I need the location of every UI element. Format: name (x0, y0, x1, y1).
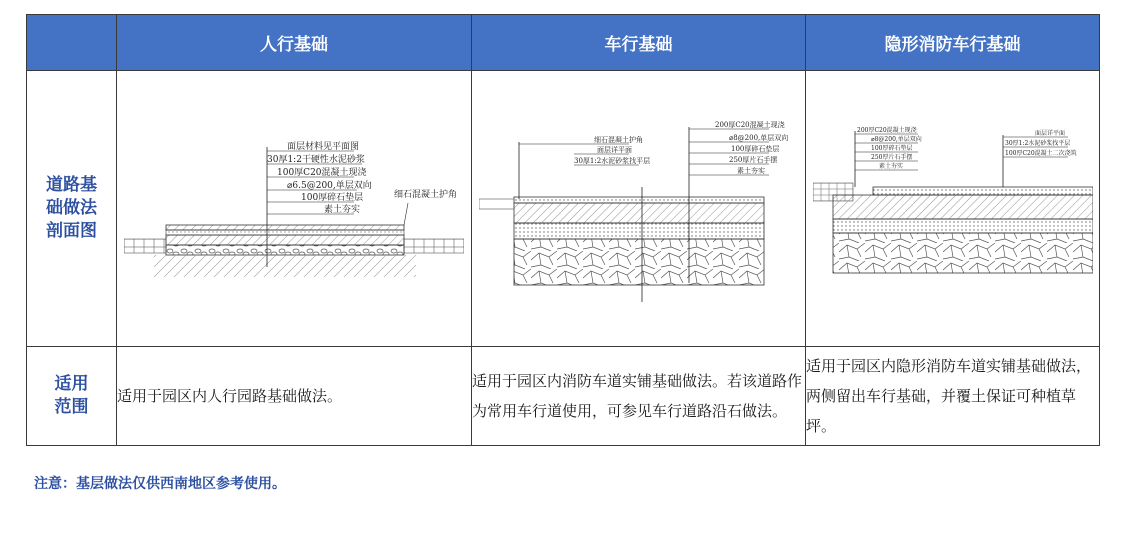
foundation-spec-table (26, 14, 1100, 446)
scope-pedestrian: 适用于园区内人行园路基础做法。 (117, 347, 472, 446)
ped-layer-5: 100厚碎石垫层 (301, 192, 364, 203)
hid-left-layer-2: ⌀8@200,单层双向 (870, 135, 922, 143)
header-row (27, 15, 1100, 71)
hidden-fire-section-drawing (806, 71, 1100, 347)
footnote: 注意：基层做法仅供西南地区参考使用。 (34, 476, 286, 492)
header-hidden-fire: 隐形消防车行基础 (806, 15, 1100, 71)
hidden-fire-section-svg (813, 117, 1093, 297)
ped-side-note: 细石混凝土护角 (394, 189, 458, 200)
header-blank (27, 15, 117, 71)
vehicle-section-svg (479, 107, 799, 307)
veh-right-layer-1: 200厚C20混凝土现浇 (714, 120, 785, 129)
row-label-section-text: 道路基 础做法 剖面图 (46, 175, 97, 241)
section-drawing-row (27, 71, 1100, 347)
hid-right-layer-2: 30厚1:2水泥砂浆找平层 (1004, 139, 1070, 147)
vehicle-section-drawing (472, 71, 806, 347)
row-label-scope (27, 347, 117, 446)
ped-layer-2: 30厚1:2干硬性水泥砂浆 (267, 154, 365, 165)
ped-layer-3: 100厚C20混凝土现浇 (277, 167, 367, 178)
veh-right-layer-2: ⌀8@200,单层双向 (728, 133, 788, 142)
veh-left-layer-2: 面层详平面 (596, 145, 632, 154)
header-pedestrian: 人行基础 (117, 15, 472, 71)
scope-vehicle: 适用于园区内消防车道实铺基础做法。若该道路作为常用车行道使用，可参见车行道路沿石做法。 (472, 347, 806, 446)
veh-right-layer-4: 250厚片石手摆 (728, 155, 777, 164)
ped-layer-6: 素土夯实 (324, 204, 361, 215)
hid-left-layer-1: 200厚C20混凝土现浇 (856, 126, 917, 134)
veh-left-layer-3: 30厚1:2水泥砂浆找平层 (573, 156, 650, 165)
hid-left-layer-3: 100厚碎石垫层 (870, 144, 912, 152)
header-vehicle: 车行基础 (472, 15, 806, 71)
pedestrian-section-svg (124, 127, 464, 287)
veh-right-layer-3: 100厚碎石垫层 (730, 144, 779, 153)
veh-right-layer-5: 素土夯实 (736, 166, 765, 175)
hid-left-layer-4: 250厚片石手摆 (870, 153, 912, 161)
pedestrian-section-drawing (117, 71, 472, 347)
ped-layer-4: ⌀6.5@200,单层双向 (287, 180, 372, 191)
hid-right-layer-3: 100厚C20混凝土二次浇筑 (1004, 149, 1077, 157)
veh-left-layer-1: 细石混凝土护角 (593, 135, 643, 144)
hid-left-layer-5: 素土夯实 (878, 162, 903, 170)
row-label-scope-text: 适用 范围 (54, 374, 89, 417)
hid-right-layer-1: 面层详平面 (1034, 129, 1065, 137)
scope-row (27, 347, 1100, 446)
row-label-section (27, 71, 117, 347)
ped-layer-1: 面层材料见平面图 (287, 141, 360, 152)
scope-hidden-fire: 适用于园区内隐形消防车道实铺基础做法，两侧留出车行基础，并覆土保证可种植草坪。 (806, 347, 1100, 446)
